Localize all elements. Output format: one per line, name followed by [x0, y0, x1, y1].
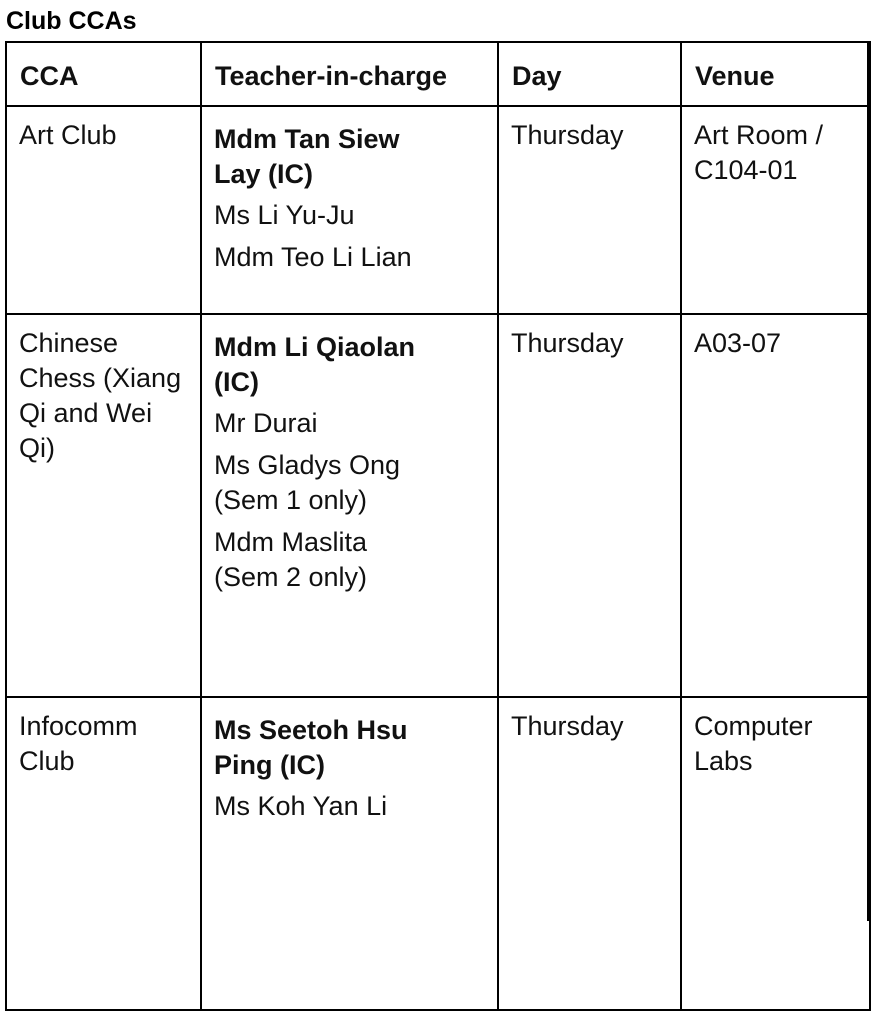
- day-cell: Thursday: [498, 314, 681, 697]
- cca-name: [6, 697, 201, 1010]
- header-day: Day: [498, 42, 681, 106]
- teacher: Mdm Teo Li Lian: [214, 242, 412, 272]
- cca-name: [6, 106, 201, 314]
- table-header-row: [6, 42, 870, 106]
- cca-name-text: Infocomm Club: [19, 711, 138, 776]
- day-cell: Thursday: [498, 106, 681, 314]
- teacher-cell: [201, 314, 498, 697]
- teacher-in-charge: Mdm Li Qiaolan (IC): [214, 332, 416, 397]
- teacher: Ms Koh Yan Li: [214, 791, 388, 821]
- table-row: [6, 106, 870, 314]
- cca-name-text: Art Club: [19, 120, 117, 150]
- header-teacher: Teacher-in-charge: [201, 42, 498, 106]
- teacher: Ms Li Yu-Ju: [214, 200, 355, 230]
- venue-cell: [681, 697, 870, 1010]
- cca-name-text: Chinese Chess (Xiang Qi and Wei Qi): [19, 328, 182, 463]
- venue-cell: A03-07: [681, 314, 870, 697]
- header-cca: CCA: [6, 42, 201, 106]
- venue-cell: [681, 106, 870, 314]
- table-row: [6, 697, 870, 1010]
- venue-text: Computer Labs: [694, 711, 813, 776]
- teacher: Mr Durai: [214, 408, 318, 438]
- teacher: Mdm Maslita (Sem 2 only): [214, 527, 368, 592]
- page-title: Club CCAs: [6, 7, 137, 35]
- teacher-cell: [201, 697, 498, 1010]
- teacher: Ms Gladys Ong (Sem 1 only): [214, 450, 401, 515]
- cca-name: [6, 314, 201, 697]
- teacher-in-charge: Ms Seetoh Hsu Ping (IC): [214, 715, 408, 780]
- day-cell: Thursday: [498, 697, 681, 1010]
- cca-table: [5, 41, 871, 1011]
- cca-table-container: [5, 41, 869, 921]
- table-row: [6, 314, 870, 697]
- header-venue: Venue: [681, 42, 870, 106]
- venue-text: Art Room / C104-01: [694, 120, 824, 185]
- teacher-in-charge: Mdm Tan Siew Lay (IC): [214, 124, 400, 189]
- teacher-cell: [201, 106, 498, 314]
